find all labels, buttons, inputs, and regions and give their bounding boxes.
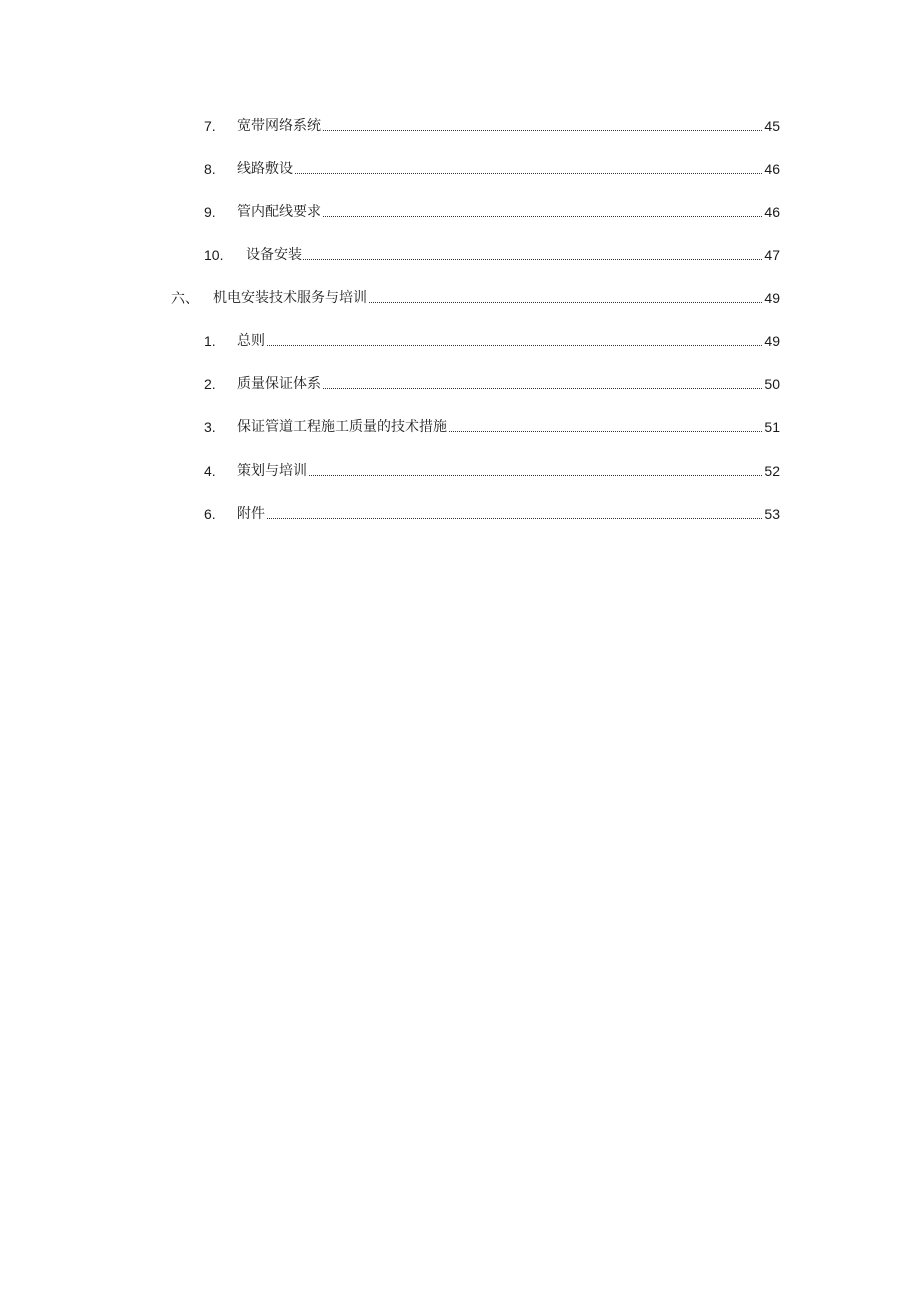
toc-entry-title: 设备安装 (246, 243, 303, 267)
dot-leader (237, 173, 780, 174)
toc-entry[interactable] (0, 459, 920, 483)
dot-leader (237, 518, 780, 519)
toc-entry-number: 8. (204, 161, 216, 177)
toc-entry-number: 六、 (171, 290, 199, 306)
toc-entry-number: 3. (204, 419, 216, 435)
toc-entry-title: 线路敷设 (237, 157, 294, 181)
toc-entry-title: 保证管道工程施工质量的技术措施 (237, 415, 448, 439)
toc-entry-number: 2. (204, 376, 216, 392)
toc-entry[interactable] (0, 329, 920, 353)
toc-entry-title: 质量保证体系 (237, 372, 322, 396)
toc-entry-page: 52 (763, 459, 780, 483)
toc-entry-page: 46 (763, 200, 780, 224)
toc-entry[interactable] (0, 157, 920, 181)
toc-entry[interactable] (0, 114, 920, 138)
toc-entry-title: 机电安装技术服务与培训 (213, 286, 368, 310)
toc-entry-page: 49 (763, 286, 780, 310)
toc-entry-page: 45 (763, 114, 780, 138)
toc-entry-page: 50 (763, 372, 780, 396)
toc-entry-page: 46 (763, 157, 780, 181)
toc-entry[interactable] (0, 243, 920, 267)
toc-entry-title: 附件 (237, 502, 266, 526)
toc-chapter-entry[interactable] (0, 286, 920, 310)
toc-entry-number: 7. (204, 118, 216, 134)
toc-entry[interactable] (0, 200, 920, 224)
toc-entry-title: 宽带网络系统 (237, 114, 322, 138)
toc-entry-page: 49 (763, 329, 780, 353)
dot-leader (237, 475, 780, 476)
toc-entry-number: 6. (204, 506, 216, 522)
toc-entry[interactable] (0, 372, 920, 396)
dot-leader (237, 345, 780, 346)
toc-entry-page: 47 (763, 243, 780, 267)
toc-entry-title: 管内配线要求 (237, 200, 322, 224)
toc-entry-page: 51 (763, 415, 780, 439)
toc-entry-title: 策划与培训 (237, 459, 308, 483)
toc-entry-page: 53 (763, 502, 780, 526)
toc-entry[interactable] (0, 502, 920, 526)
toc-entry[interactable] (0, 415, 920, 439)
toc-entry-number: 9. (204, 204, 216, 220)
toc-entry-title: 总则 (237, 329, 266, 353)
toc-entry-number: 1. (204, 333, 216, 349)
dot-leader (246, 259, 780, 260)
toc-entry-number: 4. (204, 463, 216, 479)
toc-entry-number: 10. (204, 247, 224, 263)
